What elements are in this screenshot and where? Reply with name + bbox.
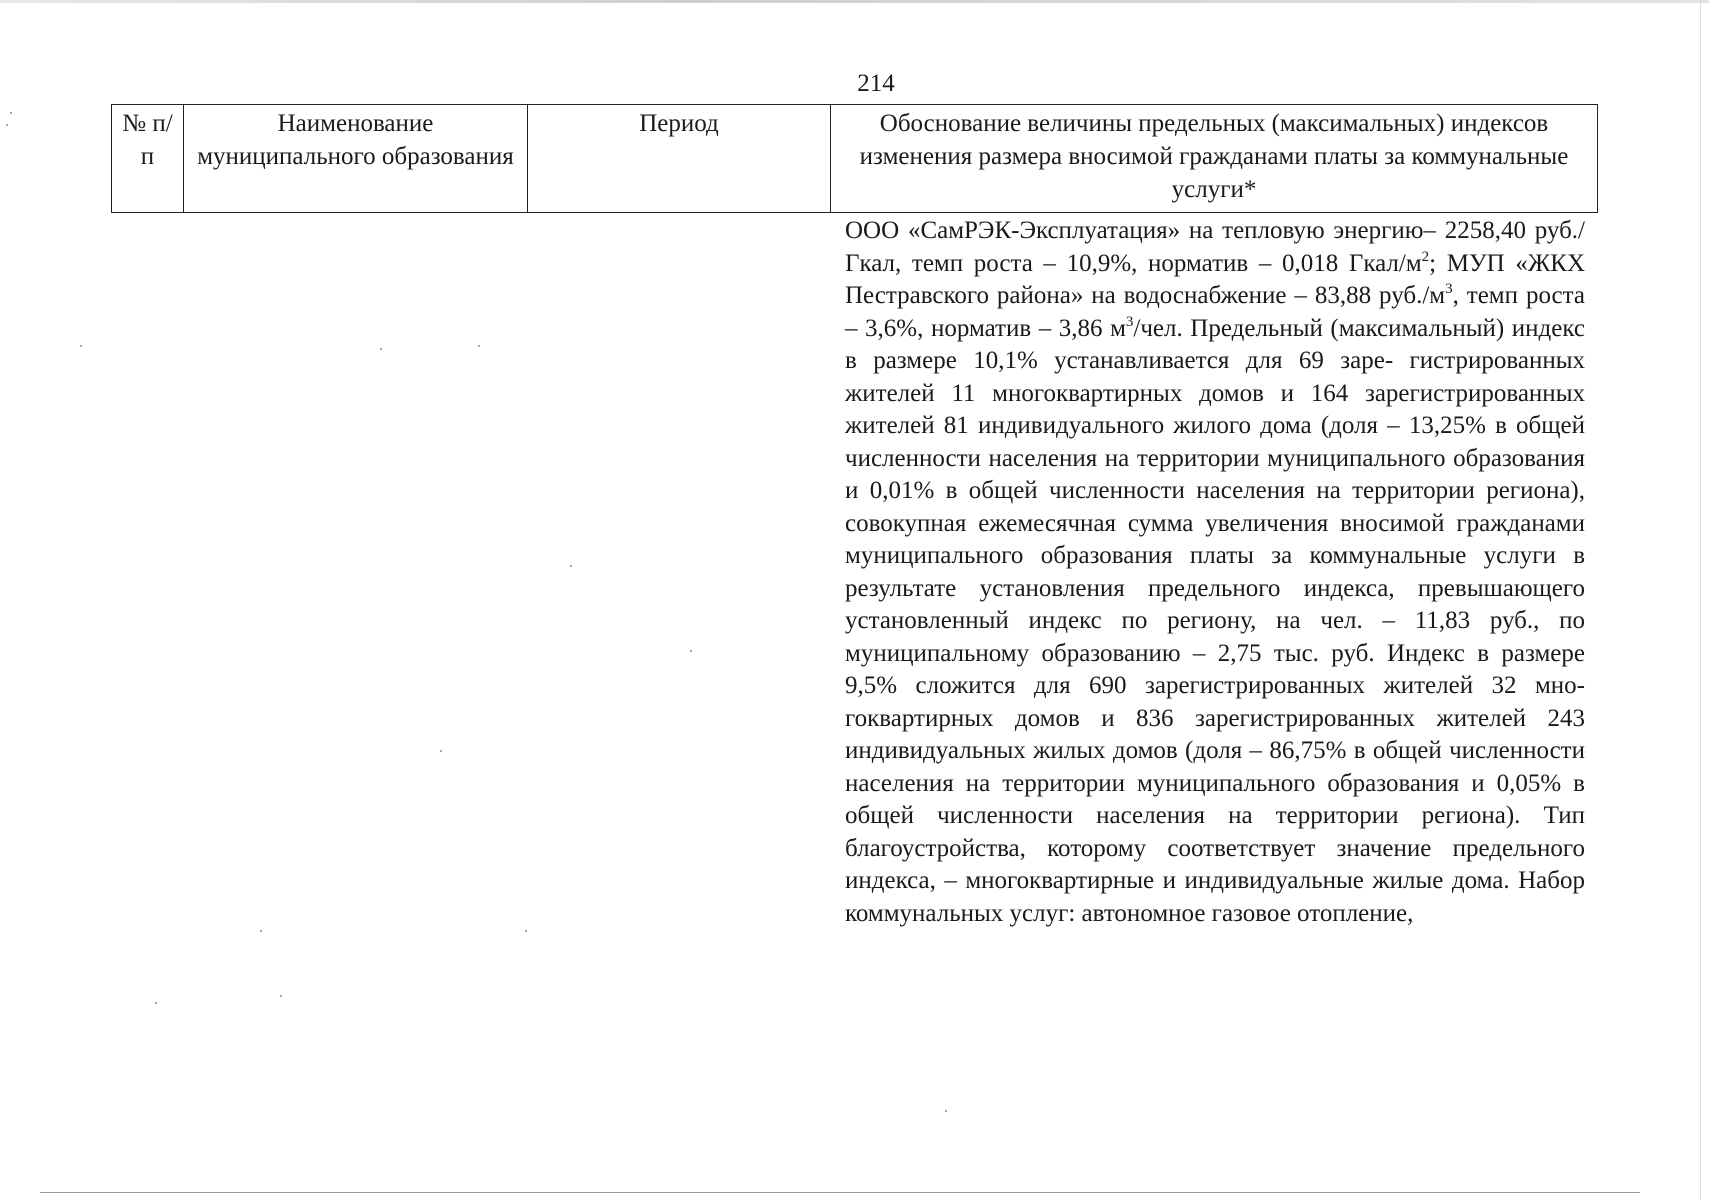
scan-edge-top	[0, 0, 1709, 3]
scan-speck	[478, 345, 480, 347]
scan-speck	[380, 348, 382, 350]
scan-edge-right	[1700, 0, 1701, 1200]
scan-speck	[945, 1110, 947, 1112]
page-number: 214	[857, 70, 895, 97]
basis-text-segment: , темп роста – 3,6%, норматив – 3,86 м	[845, 282, 1585, 342]
basis-paragraph	[845, 215, 1585, 930]
scan-edge-bottom	[40, 1192, 1640, 1193]
scan-speck	[155, 1002, 157, 1004]
table-header	[111, 104, 1598, 213]
scan-speck	[570, 565, 572, 567]
superscript: 3	[1125, 313, 1134, 330]
scan-speck	[6, 124, 8, 126]
header-cell-period: Период	[528, 105, 831, 213]
scan-speck	[525, 930, 527, 932]
scan-speck	[260, 930, 262, 932]
scan-speck	[440, 750, 442, 752]
header-cell-municipality: Наименование муниципального образования	[184, 105, 528, 213]
scan-speck	[10, 112, 12, 114]
superscript: 2	[1421, 248, 1430, 265]
header-cell-num: № п/п	[112, 105, 184, 213]
header-cell-basis: Обоснование величины предельных (максимальных) индексов изменения размера вносимой гражданами платы за коммунальные услуги*	[831, 105, 1598, 213]
superscript: 3	[1445, 281, 1453, 297]
scan-speck	[80, 345, 82, 347]
scan-speck	[280, 995, 282, 997]
basis-text-segment: /чел. Предельный (максимальный) индекс в размере 10,1% устанавливается для 69 заре- гистрированных жителей 11 многоквартирных домов и 164 зарегистрированных жителей 81 индивидуального жилого дома (доля – 13,25% в общей численности населения на территории муниципального образования и 0,01% в общей численности населения на территории региона), совокупная ежемесячная сумма увеличения вносимой гражданами муниципального образования платы за коммунальные услуги в результате установления предельного индекса, превышающего установленный индекс по региону, на чел. – 11,83 руб., по муниципальному образованию – 2,75 тыс. руб. Индекс в размере 9,5% сложится для 690 зарегистрированных жителей 32 мно- гоквартирных домов и 836 зарегистрированных жителей 243 индивидуальных жилых домов (доля – 86,75% в общей численности населения на территории муниципального образования и 0,05% в общей численности населения на территории региона). Тип благоустройства, которому соответствует значение предельного индекса, – многоквартирные и индивидуальные жилые дома. Набор коммунальных услуг: автономное газовое отопление,	[845, 314, 1585, 927]
scan-speck	[690, 650, 692, 652]
basis-text-segment: ; МУП «ЖКХ Пестравского района» на водоснабжение – 83,88 руб./м	[845, 249, 1585, 309]
basis-text-segment: ООО «СамРЭК-Эксплуатация» на тепловую энергию– 2258,40 руб./Гкал, темп роста – 10,9%, норматив – 0,018 Гкал/м	[845, 217, 1585, 277]
table-header-row	[112, 105, 1598, 213]
